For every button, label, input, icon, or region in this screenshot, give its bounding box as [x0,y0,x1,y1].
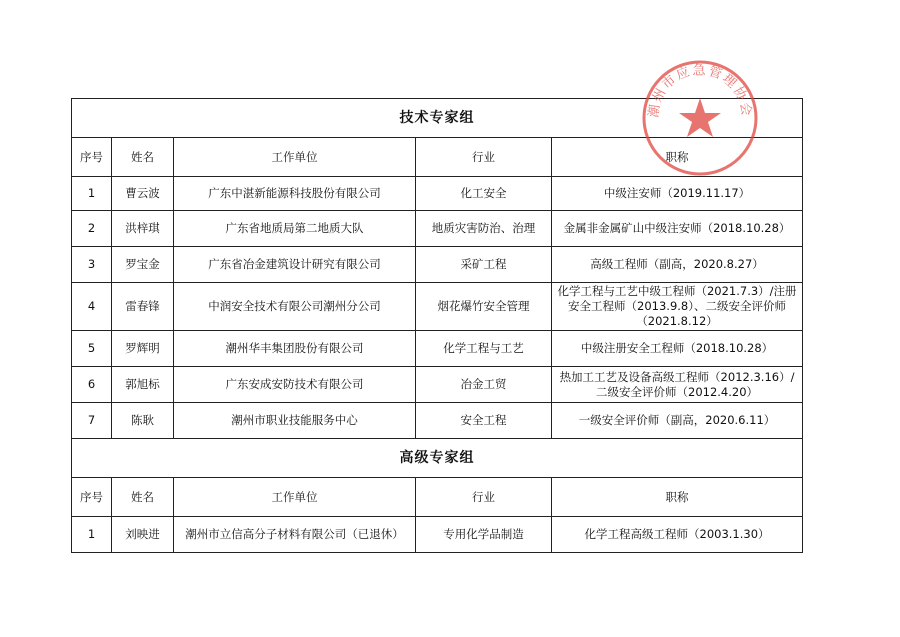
industry: 化工安全 [416,177,552,211]
row-index: 4 [72,283,112,331]
work-unit: 潮州市职业技能服务中心 [174,403,416,439]
column-header: 序号 [72,138,112,177]
column-header: 行业 [416,478,552,517]
table-row [72,367,803,403]
title-qualification: 中级注安师（2019.11.17） [552,177,803,211]
senior-group-title: 高级专家组 [72,439,803,478]
industry: 安全工程 [416,403,552,439]
column-header: 姓名 [112,138,174,177]
row-index: 6 [72,367,112,403]
expert-name: 罗辉明 [112,331,174,367]
tech-group-title-row [72,99,803,138]
work-unit: 中润安全技术有限公司潮州分公司 [174,283,416,331]
row-index: 5 [72,331,112,367]
table-row [72,211,803,247]
table-row [72,517,803,553]
table-row [72,247,803,283]
row-index: 2 [72,211,112,247]
expert-name: 罗宝金 [112,247,174,283]
expert-name: 雷春锋 [112,283,174,331]
industry: 专用化学品制造 [416,517,552,553]
title-qualification: 一级安全评价师（副高，2020.6.11） [552,403,803,439]
column-header: 姓名 [112,478,174,517]
title-qualification: 金属非金属矿山中级注安师（2018.10.28） [552,211,803,247]
column-header: 行业 [416,138,552,177]
industry: 冶金工贸 [416,367,552,403]
work-unit: 潮州市立信高分子材料有限公司（已退休） [174,517,416,553]
title-qualification: 化学工程与工艺中级工程师（2021.7.3）/注册安全工程师（2013.9.8）、二级安全评价师（2021.8.12） [552,283,803,331]
industry: 地质灾害防治、治理 [416,211,552,247]
work-unit: 广东安成安防技术有限公司 [174,367,416,403]
svg-text:潮州市应急管理协会: 潮州市应急管理协会 [646,63,754,119]
row-index: 1 [72,517,112,553]
work-unit: 广东省地质局第二地质大队 [174,211,416,247]
tech-group-title: 技术专家组 [72,99,803,138]
title-qualification: 热加工工艺及设备高级工程师（2012.3.16）/二级安全评价师（2012.4.20） [552,367,803,403]
industry: 采矿工程 [416,247,552,283]
table-row [72,283,803,331]
expert-name: 陈耿 [112,403,174,439]
expert-table [71,98,803,553]
expert-name: 郭旭标 [112,367,174,403]
expert-name: 洪梓琪 [112,211,174,247]
row-index: 1 [72,177,112,211]
title-qualification: 中级注册安全工程师（2018.10.28） [552,331,803,367]
industry: 化学工程与工艺 [416,331,552,367]
tech-group-header-row [72,138,803,177]
table-row [72,177,803,211]
column-header: 序号 [72,478,112,517]
expert-table-body [72,99,803,553]
row-index: 7 [72,403,112,439]
work-unit: 潮州华丰集团股份有限公司 [174,331,416,367]
table-row [72,331,803,367]
title-qualification: 高级工程师（副高，2020.8.27） [552,247,803,283]
row-index: 3 [72,247,112,283]
expert-name: 刘映进 [112,517,174,553]
industry: 烟花爆竹安全管理 [416,283,552,331]
column-header: 工作单位 [174,138,416,177]
title-qualification: 化学工程高级工程师（2003.1.30） [552,517,803,553]
senior-group-header-row [72,478,803,517]
senior-group-title-row [72,439,803,478]
column-header: 职称 [552,138,803,177]
work-unit: 广东中湛新能源科技股份有限公司 [174,177,416,211]
column-header: 职称 [552,478,803,517]
column-header: 工作单位 [174,478,416,517]
work-unit: 广东省冶金建筑设计研究有限公司 [174,247,416,283]
expert-name: 曹云波 [112,177,174,211]
table-row [72,403,803,439]
